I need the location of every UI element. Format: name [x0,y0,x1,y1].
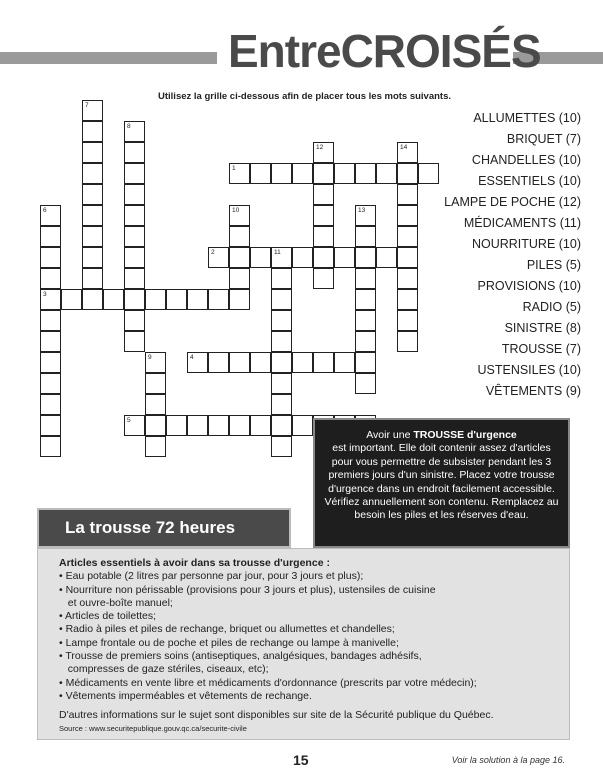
essentials-item: • Vêtements imperméables et vêtements de rechange. [59,689,312,702]
crossword-cell[interactable] [145,415,166,436]
crossword-cell[interactable] [124,226,145,247]
kit-info-box [313,418,570,548]
crossword-cell[interactable] [145,394,166,415]
crossword-cell[interactable] [40,310,61,331]
crossword-cell[interactable] [355,289,376,310]
word-item: VÊTEMENTS (9) [485,384,581,398]
crossword-cell[interactable] [229,247,250,268]
word-item: ALLUMETTES (10) [473,111,581,125]
crossword-cell[interactable] [271,289,292,310]
crossword-cell[interactable] [313,268,334,289]
crossword-cell[interactable] [355,226,376,247]
crossword-cell[interactable] [313,184,334,205]
crossword-cell[interactable] [124,331,145,352]
crossword-cell[interactable] [292,247,313,268]
crossword-cell[interactable] [229,268,250,289]
crossword-cell[interactable] [397,226,418,247]
crossword-cell[interactable] [124,268,145,289]
crossword-cell[interactable] [166,289,187,310]
crossword-cell[interactable] [313,352,334,373]
clue-number: 5 [127,417,131,424]
kit-intro-text: Avoir une [366,429,414,441]
kit-emphasis: TROUSSE d'urgence [413,429,517,441]
clue-number: 10 [232,207,240,214]
clue-number: 3 [43,291,47,298]
essentials-item: • Nourriture non périssable (provisions pour 3 jours et plus), ustensiles de cuisine [59,583,436,596]
essentials-item: • Médicaments en vente libre et médicaments d'ordonnance (prescrits par votre médecin); [59,676,477,689]
crossword-cell[interactable] [355,352,376,373]
essentials-item: • Radio à piles et piles de rechange, briquet ou allumettes et chandelles; [59,623,395,636]
crossword-cell[interactable] [397,205,418,226]
crossword-cell[interactable] [271,163,292,184]
crossword-cell[interactable] [292,415,313,436]
crossword-cell[interactable] [313,247,334,268]
essentials-item: et ouvre-boîte manuel; [59,596,173,609]
crossword-cell[interactable] [271,436,292,457]
essentials-box [37,548,570,740]
crossword-cell[interactable] [40,436,61,457]
clue-number: 6 [43,207,47,214]
word-item: TROUSSE (7) [501,342,581,356]
crossword-cell[interactable] [229,226,250,247]
crossword-cell[interactable] [40,268,61,289]
crossword-cell[interactable] [82,247,103,268]
crossword-cell[interactable] [271,415,292,436]
crossword-cell[interactable] [250,352,271,373]
crossword-cell[interactable] [145,373,166,394]
source-link[interactable]: Source : www.securitepublique.gouv.qc.ca/securite-civile [59,723,247,733]
crossword-cell[interactable] [397,289,418,310]
crossword-cell[interactable] [397,310,418,331]
crossword-cell[interactable] [355,310,376,331]
clue-number: 7 [85,102,89,109]
crossword-cell[interactable] [418,163,439,184]
crossword-cell[interactable] [187,415,208,436]
word-item: RADIO (5) [522,300,581,314]
essentials-item: • Eau potable (2 litres par personne par jour, pour 3 jours et plus); [59,570,364,583]
crossword-cell[interactable] [208,415,229,436]
crossword-cell[interactable] [355,247,376,268]
crossword-cell[interactable] [229,289,250,310]
crossword-cell[interactable] [208,289,229,310]
crossword-cell[interactable] [82,142,103,163]
clue-number: 4 [190,354,194,361]
crossword-cell[interactable] [40,331,61,352]
word-item: MÉDICAMENTS (11) [463,216,581,230]
clue-number: 12 [316,144,324,151]
word-item: PILES (5) [526,258,581,272]
crossword-cell[interactable] [82,184,103,205]
essentials-item: • Lampe frontale ou de poche et piles de rechange ou lampe à manivelle; [59,636,399,649]
crossword-cell[interactable] [250,415,271,436]
page-number: 15 [293,752,309,768]
crossword-cell[interactable] [82,121,103,142]
word-item: LAMPE DE POCHE (12) [444,195,581,209]
crossword-cell[interactable] [61,289,82,310]
crossword-cell[interactable] [376,247,397,268]
word-item: PROVISIONS (10) [477,279,581,293]
crossword-cell[interactable] [271,331,292,352]
crossword-cell[interactable] [334,352,355,373]
page-title: EntreCROISÉS [228,25,541,77]
word-list [444,110,581,404]
word-item: ESSENTIELS (10) [478,174,581,188]
crossword-cell[interactable] [103,289,124,310]
clue-number: 1 [232,165,236,172]
solution-note: Voir la solution à la page 16. [451,755,565,765]
clue-number: 11 [274,249,281,256]
crossword-cell[interactable] [124,289,145,310]
crossword-cell[interactable] [145,289,166,310]
crossword-cell[interactable] [124,184,145,205]
crossword-cell[interactable] [40,415,61,436]
crossword-cell[interactable] [334,247,355,268]
crossword-cell[interactable] [208,352,229,373]
clue-number: 8 [127,123,131,130]
instructions: Utilisez la grille ci-dessous afin de placer tous les mots suivants. [158,91,452,102]
crossword-cell[interactable] [145,436,166,457]
crossword-cell[interactable] [292,163,313,184]
crossword-cell[interactable] [397,268,418,289]
more-info-text: D'autres informations sur le sujet sont disponibles sur site de la Sécurité publique du Québec. [59,709,494,722]
clue-number: 9 [148,354,152,361]
crossword-cell[interactable] [292,352,313,373]
crossword-cell[interactable] [40,373,61,394]
crossword-cell[interactable] [124,310,145,331]
crossword-cell[interactable] [271,352,292,373]
kit-body-text: est important. Elle doit contenir assez d'articles pour vous permettre de subsister pendant les 3 premiers jours d'un sinistre. Placez votre trousse d'urgence dans un endroit facilement accessible. Vérifiez annuellement son contenu. Remplacez au besoin les piles et les réserves d'eau. [324,442,559,522]
crossword-cell[interactable] [397,331,418,352]
crossword-cell[interactable] [397,163,418,184]
crossword-cell[interactable] [229,415,250,436]
crossword-cell[interactable] [355,163,376,184]
crossword-cell[interactable] [40,394,61,415]
word-item: SINISTRE (8) [504,321,581,335]
crossword-cell[interactable] [313,226,334,247]
crossword-cell[interactable] [313,205,334,226]
crossword-cell[interactable] [82,205,103,226]
crossword-cell[interactable] [124,163,145,184]
crossword-cell[interactable] [82,163,103,184]
crossword-cell[interactable] [124,142,145,163]
crossword-cell[interactable] [40,352,61,373]
word-item: NOURRITURE (10) [471,237,581,251]
essentials-item: • Articles de toilettes; [59,610,157,623]
word-item: USTENSILES (10) [477,363,581,377]
crossword-cell[interactable] [397,247,418,268]
crossword-cell[interactable] [355,373,376,394]
essentials-item: • Trousse de premiers soins (antiseptiques, analgésiques, bandages adhésifs, [59,650,422,663]
crossword-cell[interactable] [250,163,271,184]
word-item: BRIQUET (7) [506,132,581,146]
essentials-item: compresses de gaze stériles, ciseaux, etc); [59,663,269,676]
crossword-cell[interactable] [82,289,103,310]
crossword-cell[interactable] [82,226,103,247]
crossword-cell[interactable] [355,331,376,352]
clue-number: 2 [211,249,215,256]
clue-number: 14 [400,144,408,151]
crossword-cell[interactable] [124,205,145,226]
crossword-cell[interactable] [229,352,250,373]
word-item: CHANDELLES (10) [471,153,581,167]
crossword-cell[interactable] [334,163,355,184]
crossword-cell[interactable] [271,310,292,331]
crossword-cell[interactable] [82,268,103,289]
crossword-cell[interactable] [397,184,418,205]
section-banner: La trousse 72 heures [37,508,291,548]
crossword-cell[interactable] [187,289,208,310]
crossword-cell[interactable] [271,373,292,394]
crossword-cell[interactable] [166,415,187,436]
crossword-cell[interactable] [124,247,145,268]
crossword-cell[interactable] [355,268,376,289]
crossword-cell[interactable] [250,247,271,268]
crossword-cell[interactable] [376,163,397,184]
crossword-cell[interactable] [313,163,334,184]
clue-number: 13 [358,207,366,214]
crossword-cell[interactable] [40,226,61,247]
essentials-heading: Articles essentiels à avoir dans sa trousse d'urgence : [59,557,330,569]
crossword-cell[interactable] [271,394,292,415]
crossword-cell[interactable] [271,268,292,289]
crossword-cell[interactable] [40,247,61,268]
